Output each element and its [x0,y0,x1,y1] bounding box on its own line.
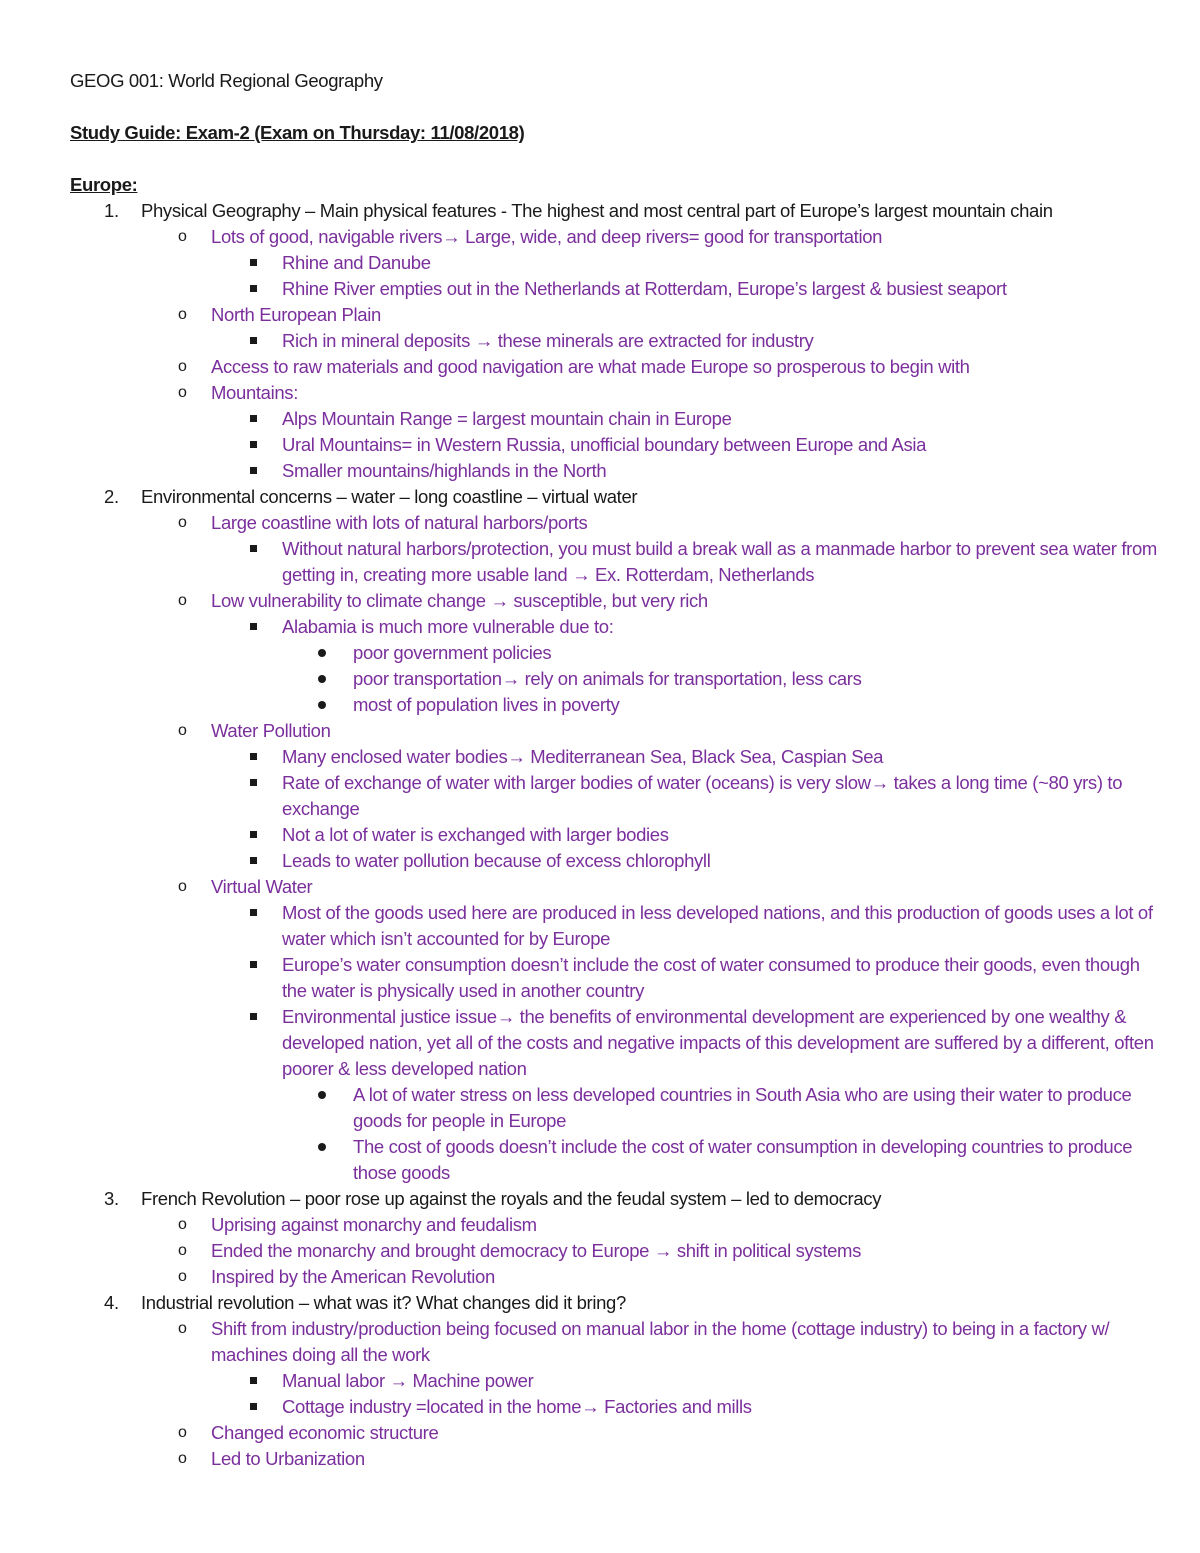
circle-bullet-icon: o [178,1242,187,1259]
square-bullet-icon [250,779,257,786]
dot-bullet-icon [318,1091,326,1099]
study-guide-title: Study Guide: Exam-2 (Exam on Thursday: 11/08/2018) [70,122,525,143]
item-number: 3. [104,1188,119,1209]
outline-item-level-3 [70,406,1160,432]
item-text: Shift from industry/production being focused on manual labor in the home (cottage industry) to being in a factory w/ machines doing all the work [211,1318,1110,1365]
item-number: 4. [104,1292,119,1313]
outline-item-level-4 [70,666,1160,692]
item-text: Not a lot of water is exchanged with larger bodies [282,824,669,845]
outline-item-level-2 [70,1212,1160,1238]
outline-item-level-2 [70,1446,1160,1472]
item-text: Alabamia is much more vulnerable due to: [282,616,614,637]
square-bullet-icon [250,961,257,968]
item-text: Ended the monarchy and brought democracy to Europe → shift in political systems [211,1240,862,1261]
item-text: A lot of water stress on less developed countries in South Asia who are using their water to produce goods for people in Europe [353,1084,1132,1131]
item-text: Changed economic structure [211,1422,439,1443]
square-bullet-icon [250,545,257,552]
circle-bullet-icon: o [178,722,187,739]
outline-item-level-4 [70,692,1160,718]
square-bullet-icon [250,1377,257,1384]
outline-item-level-2 [70,380,1160,406]
item-text: poor government policies [353,642,552,663]
item-text: Most of the goods used here are produced in less developed nations, and this production of goods uses a lot of water which isn’t accounted for by Europe [282,902,1153,949]
outline-item-level-3 [70,250,1160,276]
outline-item-level-2 [70,510,1160,536]
outline-item-level-2 [70,1316,1160,1368]
circle-bullet-icon: o [178,1424,187,1441]
circle-bullet-icon: o [178,384,187,401]
item-text: Inspired by the American Revolution [211,1266,495,1287]
square-bullet-icon [250,831,257,838]
dot-bullet-icon [318,1143,326,1151]
circle-bullet-icon: o [178,306,187,323]
outline-item-level-3 [70,822,1160,848]
item-text: Leads to water pollution because of excess chlorophyll [282,850,711,871]
square-bullet-icon [250,415,257,422]
item-text: Ural Mountains= in Western Russia, unofficial boundary between Europe and Asia [282,434,927,455]
item-text: Water Pollution [211,720,331,741]
outline-item-level-3 [70,328,1160,354]
item-text: Cottage industry =located in the home→ Factories and mills [282,1396,752,1417]
outline-item-level-4 [70,1082,1160,1134]
square-bullet-icon [250,1013,257,1020]
item-text: Rich in mineral deposits → these minerals are extracted for industry [282,330,814,351]
circle-bullet-icon: o [178,1450,187,1467]
study-outline [70,198,1160,1472]
square-bullet-icon [250,857,257,864]
item-text: Rhine and Danube [282,252,431,273]
outline-item-level-4 [70,1134,1160,1186]
item-text: Access to raw materials and good navigation are what made Europe so prosperous to begin with [211,356,970,377]
outline-item-level-3 [70,848,1160,874]
outline-item-level-1 [70,198,1160,224]
circle-bullet-icon: o [178,1320,187,1337]
item-number: 2. [104,486,119,507]
square-bullet-icon [250,909,257,916]
region-heading: Europe: [70,174,138,195]
square-bullet-icon [250,1403,257,1410]
outline-item-level-2 [70,1238,1160,1264]
item-text: Industrial revolution – what was it? What changes did it bring? [141,1292,626,1313]
outline-item-level-2 [70,718,1160,744]
outline-item-level-3 [70,432,1160,458]
item-text: Lots of good, navigable rivers→ Large, wide, and deep rivers= good for transportation [211,226,883,247]
item-text: most of population lives in poverty [353,694,620,715]
item-text: Large coastline with lots of natural harbors/ports [211,512,588,533]
item-text: Alps Mountain Range = largest mountain chain in Europe [282,408,732,429]
item-text: Environmental justice issue→ the benefits of environmental development are experienced by one wealthy & developed nation, yet all of the costs and negative impacts of this development are suffered by a different, often poorer & less developed nation [282,1006,1154,1079]
item-text: French Revolution – poor rose up against the royals and the feudal system – led to democracy [141,1188,882,1209]
outline-item-level-3 [70,900,1160,952]
outline-item-level-3 [70,744,1160,770]
item-text: Physical Geography – Main physical features - The highest and most central part of Europe’s largest mountain chain [141,200,1053,221]
item-text: North European Plain [211,304,381,325]
circle-bullet-icon: o [178,514,187,531]
item-text: Virtual Water [211,876,313,897]
item-text: Rhine River empties out in the Netherlands at Rotterdam, Europe’s largest & busiest seaport [282,278,1007,299]
item-number: 1. [104,200,119,221]
outline-item-level-3 [70,1368,1160,1394]
dot-bullet-icon [318,701,326,709]
item-text: Smaller mountains/highlands in the North [282,460,607,481]
outline-item-level-4 [70,640,1160,666]
circle-bullet-icon: o [178,592,187,609]
square-bullet-icon [250,441,257,448]
item-text: Low vulnerability to climate change → susceptible, but very rich [211,590,708,611]
circle-bullet-icon: o [178,1216,187,1233]
item-text: Uprising against monarchy and feudalism [211,1214,537,1235]
course-title: GEOG 001: World Regional Geography [70,70,383,91]
outline-item-level-2 [70,588,1160,614]
outline-item-level-2 [70,874,1160,900]
circle-bullet-icon: o [178,358,187,375]
circle-bullet-icon: o [178,228,187,245]
outline-item-level-3 [70,1394,1160,1420]
document-page [70,68,1160,1472]
item-text: Europe’s water consumption doesn’t include the cost of water consumed to produce their goods, even though the water is physically used in another country [282,954,1140,1001]
item-text: Led to Urbanization [211,1448,365,1469]
outline-item-level-3 [70,458,1160,484]
outline-item-level-3 [70,276,1160,302]
item-text: Rate of exchange of water with larger bodies of water (oceans) is very slow→ takes a long time (~80 yrs) to exchange [282,772,1123,819]
square-bullet-icon [250,467,257,474]
item-text: The cost of goods doesn’t include the cost of water consumption in developing countries to produce those goods [353,1136,1133,1183]
dot-bullet-icon [318,649,326,657]
outline-item-level-3 [70,770,1160,822]
square-bullet-icon [250,753,257,760]
outline-item-level-1 [70,1186,1160,1212]
square-bullet-icon [250,337,257,344]
outline-item-level-1 [70,1290,1160,1316]
circle-bullet-icon: o [178,878,187,895]
item-text: Mountains: [211,382,298,403]
square-bullet-icon [250,259,257,266]
outline-item-level-3 [70,614,1160,640]
item-text: Manual labor → Machine power [282,1370,534,1391]
circle-bullet-icon: o [178,1268,187,1285]
outline-item-level-2 [70,302,1160,328]
item-text: Environmental concerns – water – long coastline – virtual water [141,486,638,507]
item-text: poor transportation→ rely on animals for transportation, less cars [353,668,862,689]
item-text: Many enclosed water bodies→ Mediterranean Sea, Black Sea, Caspian Sea [282,746,884,767]
outline-item-level-2 [70,1420,1160,1446]
outline-item-level-3 [70,952,1160,1004]
outline-item-level-1 [70,484,1160,510]
dot-bullet-icon [318,675,326,683]
square-bullet-icon [250,623,257,630]
outline-item-level-3 [70,1004,1160,1082]
outline-item-level-2 [70,1264,1160,1290]
outline-item-level-2 [70,224,1160,250]
outline-item-level-3 [70,536,1160,588]
outline-item-level-2 [70,354,1160,380]
square-bullet-icon [250,285,257,292]
item-text: Without natural harbors/protection, you must build a break wall as a manmade harbor to prevent sea water from getting in, creating more usable land → Ex. Rotterdam, Netherlands [282,538,1157,585]
